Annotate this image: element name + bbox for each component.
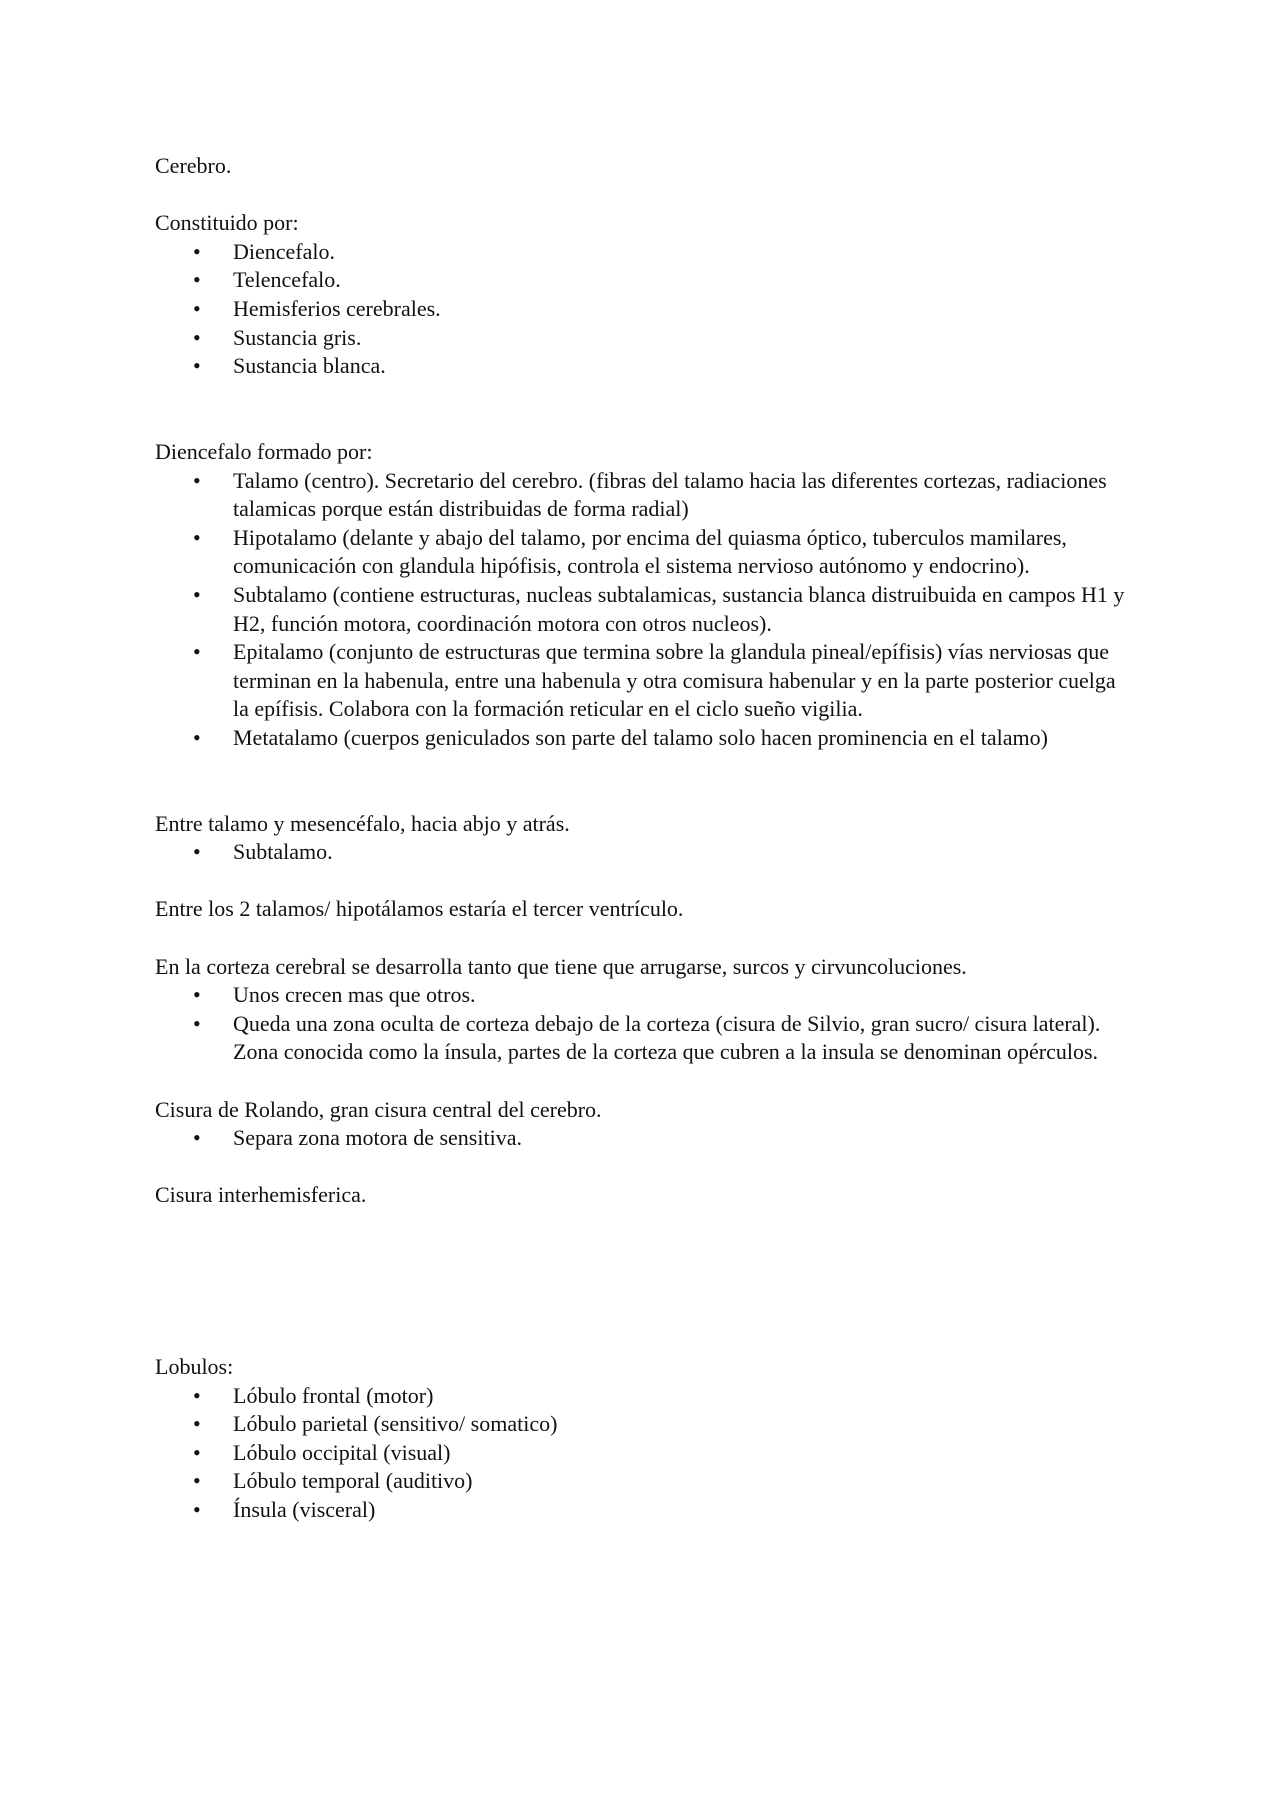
bullet-icon: • — [193, 1010, 201, 1036]
list-item — [155, 1010, 1135, 1067]
bullet-icon: • — [193, 467, 201, 493]
bullet-icon: • — [193, 1496, 201, 1522]
list-item-text: Lóbulo temporal (auditivo) — [233, 1468, 473, 1494]
bullet-icon: • — [193, 324, 201, 350]
list-item-text: Sustancia gris. — [233, 324, 362, 350]
list-item — [155, 838, 1135, 867]
bullet-icon: • — [193, 1468, 201, 1494]
list-item-text: Epitalamo (conjunto de estructuras que termina sobre la glandula pineal/epífisis) vías nerviosas que terminan en la habenula, entre una habenula y otra comisura habenular y en la parte posterior cuelga la epífisis. Colabora con la formación reticular en el ciclo sueño vigilia. — [233, 639, 1116, 722]
bullet-icon: • — [193, 1411, 201, 1437]
list-item — [155, 295, 1135, 324]
list-item-text: Lóbulo occipital (visual) — [233, 1439, 451, 1465]
rolando-list — [155, 1124, 1135, 1153]
bullet-icon: • — [193, 1439, 201, 1465]
entre-talamo-heading: Entre talamo y mesencéfalo, hacia abjo y atrás. — [155, 810, 570, 836]
bullet-icon: • — [193, 1382, 201, 1408]
bullet-icon: • — [193, 724, 201, 750]
list-item-text: Lóbulo parietal (sensitivo/ somatico) — [233, 1411, 558, 1437]
list-item-text: Hemisferios cerebrales. — [233, 295, 441, 321]
list-item-text: Hipotalamo (delante y abajo del talamo, por encima del quiasma óptico, tuberculos mamilares, comunicación con glandula hipófisis, controla el sistema nervioso autónomo y endocrino). — [233, 524, 1067, 579]
list-item — [155, 524, 1135, 581]
list-item-text: Ínsula (visceral) — [233, 1496, 376, 1522]
list-item-text: Talamo (centro). Secretario del cerebro. (fibras del talamo hacia las diferentes cortezas, radiaciones talamicas porque están distribuidas de forma radial) — [233, 467, 1107, 522]
list-item — [155, 638, 1135, 724]
interhemisferica-text: Cisura interhemisferica. — [155, 1182, 367, 1208]
bullet-icon: • — [193, 238, 201, 264]
diencefalo-heading: Diencefalo formado por: — [155, 438, 373, 464]
list-item — [155, 467, 1135, 524]
list-item — [155, 1496, 1135, 1525]
list-item — [155, 1124, 1135, 1153]
list-item — [155, 1439, 1135, 1468]
list-item — [155, 352, 1135, 381]
constituido-heading: Constituido por: — [155, 210, 299, 236]
list-item — [155, 581, 1135, 638]
list-item-text: Lóbulo frontal (motor) — [233, 1382, 434, 1408]
list-item-text: Metatalamo (cuerpos geniculados son parte del talamo solo hacen prominencia en el talamo) — [233, 724, 1048, 750]
lobulos-list — [155, 1382, 1135, 1525]
list-item — [155, 238, 1135, 267]
lobulos-heading: Lobulos: — [155, 1353, 234, 1379]
list-item-text: Telencefalo. — [233, 267, 341, 293]
document-page — [155, 152, 1135, 1525]
list-item — [155, 981, 1135, 1010]
list-item — [155, 724, 1135, 753]
list-item-text: Diencefalo. — [233, 238, 335, 264]
bullet-icon: • — [193, 267, 201, 293]
rolando-heading: Cisura de Rolando, gran cisura central del cerebro. — [155, 1096, 602, 1122]
list-item — [155, 1382, 1135, 1411]
list-item — [155, 1467, 1135, 1496]
bullet-icon: • — [193, 524, 201, 550]
bullet-icon: • — [193, 839, 201, 865]
list-item-text: Separa zona motora de sensitiva. — [233, 1125, 522, 1151]
bullet-icon: • — [193, 581, 201, 607]
list-item-text: Subtalamo. — [233, 839, 333, 865]
bullet-icon: • — [193, 639, 201, 665]
list-item-text: Subtalamo (contiene estructuras, nucleas subtalamicas, sustancia blanca distruibuida en campos H1 y H2, función motora, coordinación motora con otros nucleos). — [233, 581, 1125, 636]
list-item — [155, 1410, 1135, 1439]
constituido-list — [155, 238, 1135, 381]
document-title: Cerebro. — [155, 153, 232, 178]
corteza-list — [155, 981, 1135, 1067]
list-item — [155, 324, 1135, 353]
list-item-text: Sustancia blanca. — [233, 353, 386, 379]
bullet-icon: • — [193, 982, 201, 1008]
bullet-icon: • — [193, 353, 201, 379]
diencefalo-list — [155, 467, 1135, 753]
tercer-ventriculo-text: Entre los 2 talamos/ hipotálamos estaría el tercer ventrículo. — [155, 896, 684, 922]
entre-talamo-list — [155, 838, 1135, 867]
list-item — [155, 266, 1135, 295]
bullet-icon: • — [193, 295, 201, 321]
list-item-text: Unos crecen mas que otros. — [233, 982, 476, 1008]
bullet-icon: • — [193, 1125, 201, 1151]
corteza-heading: En la corteza cerebral se desarrolla tanto que tiene que arrugarse, surcos y cirvuncoluciones. — [155, 953, 967, 979]
list-item-text: Queda una zona oculta de corteza debajo de la corteza (cisura de Silvio, gran sucro/ cisura lateral). Zona conocida como la ínsula, partes de la corteza que cubren a la insula se denominan opérculos. — [233, 1010, 1101, 1065]
